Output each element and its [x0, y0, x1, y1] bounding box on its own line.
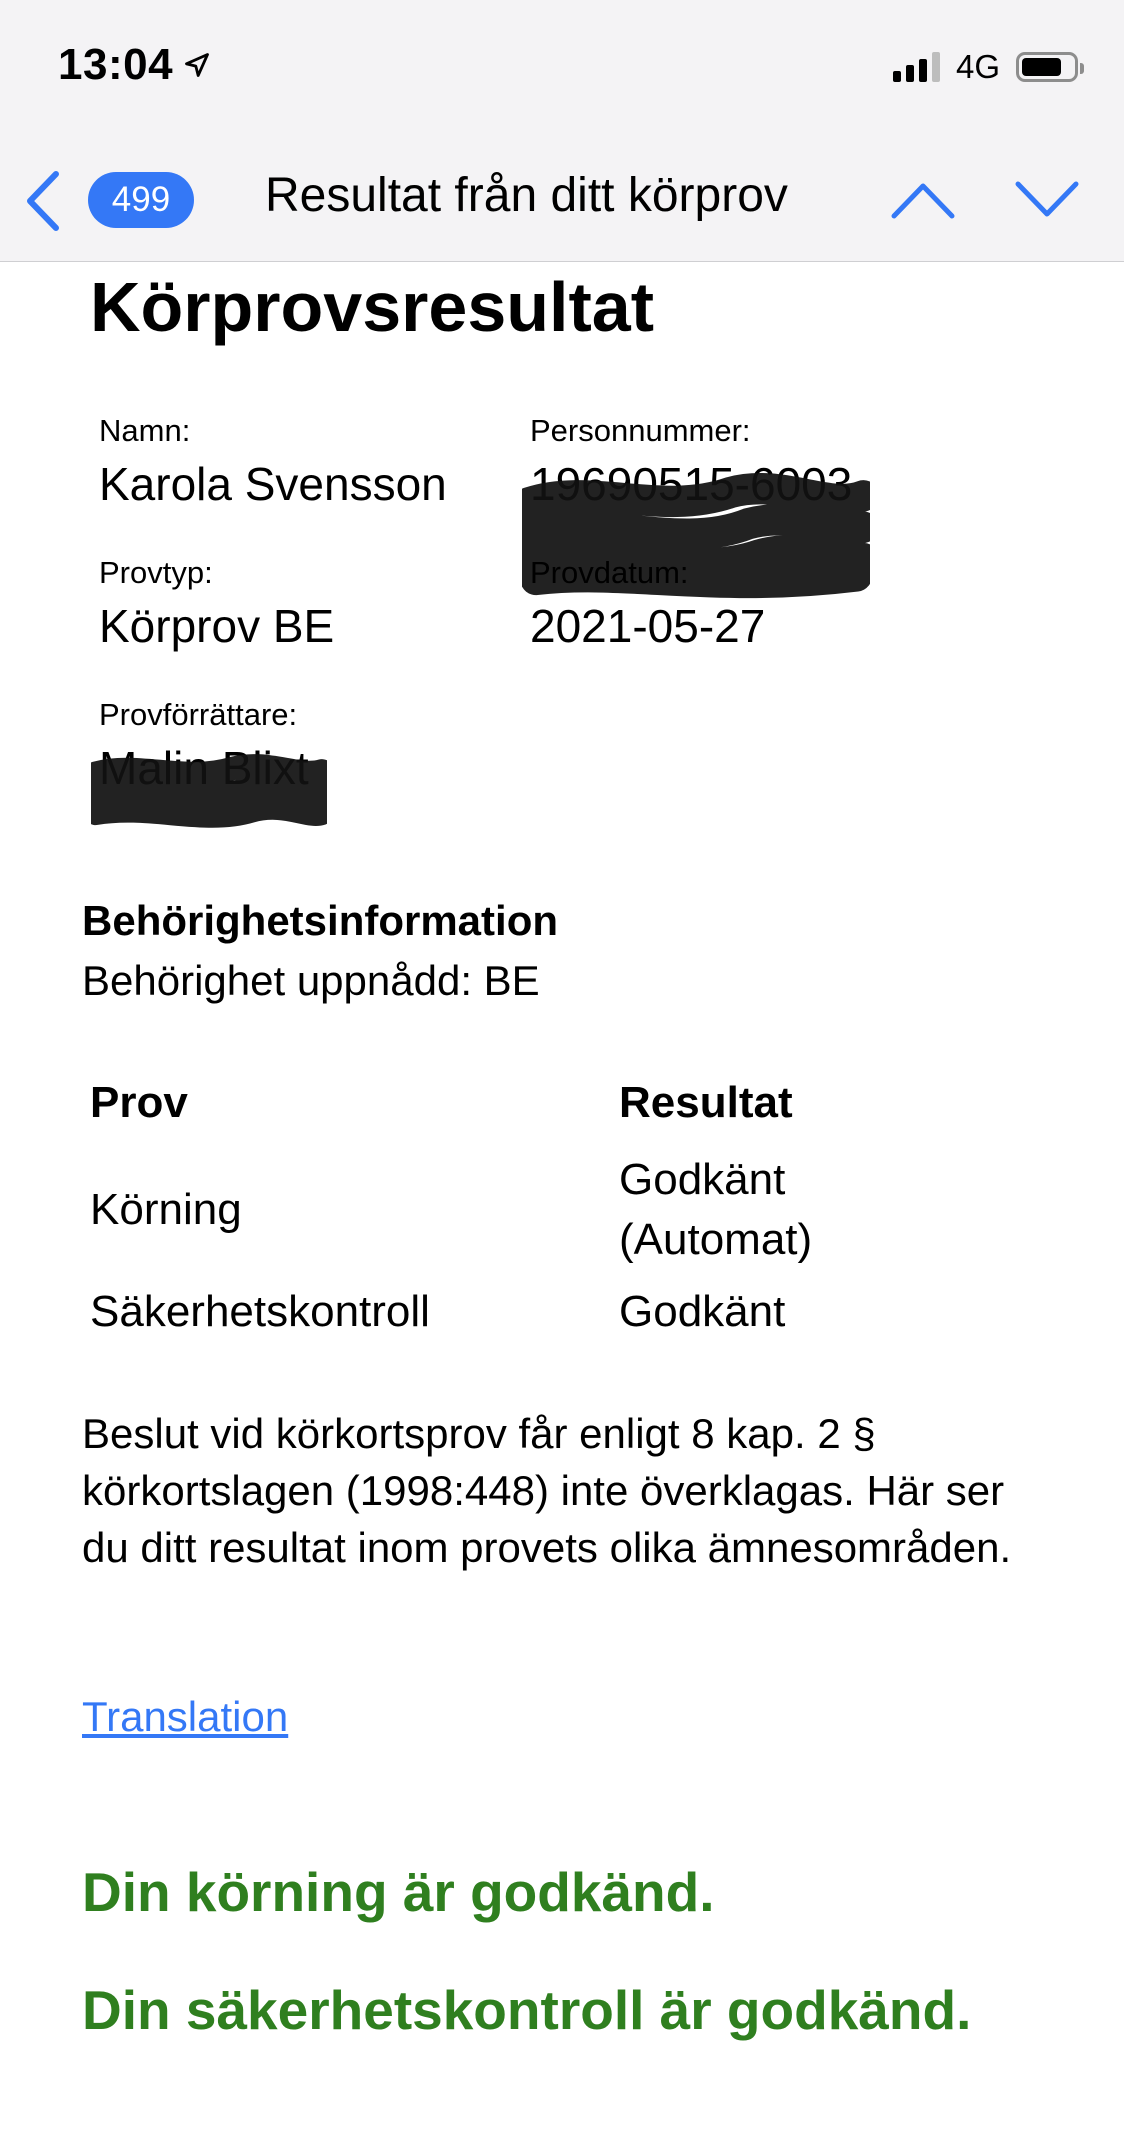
table-header-prov: Prov — [90, 1078, 188, 1127]
test-date-field — [530, 555, 765, 653]
network-type: 4G — [955, 48, 1000, 85]
info-paragraph: Beslut vid körkortsprov får enligt 8 kap. 2 § körkortslagen (1998:448) inte överklagas. Här ser du ditt resultat inom provets olika ämnesområden. — [82, 1410, 1012, 1571]
test-type-label: Provtyp: — [99, 555, 213, 590]
chevron-up-icon[interactable] — [888, 170, 958, 230]
name-label: Namn: — [99, 413, 191, 448]
page-title: Körprovsresultat — [90, 268, 655, 346]
examiner-value-redacted — [99, 741, 309, 795]
authorization-line: Behörighet uppnådd: BE — [82, 957, 540, 1004]
row-test-korning: Körning — [90, 1185, 242, 1234]
email-subject: Resultat från ditt körprov — [265, 169, 788, 222]
examiner-field — [99, 697, 309, 795]
personnummer-field — [530, 413, 852, 511]
personnummer-value: 19690515-6003 — [530, 458, 853, 510]
test-type-field — [99, 555, 334, 653]
chevron-left-icon[interactable] — [20, 166, 70, 236]
name-value: Karola Svensson — [99, 458, 447, 510]
row-result-korning — [619, 1150, 812, 1270]
examiner-label: Provförrättare: — [99, 697, 298, 732]
cellular-signal-icon — [893, 52, 940, 82]
translation-link[interactable]: Translation — [82, 1693, 289, 1740]
status-bar — [0, 0, 1124, 140]
authorization-heading: Behörighetsinformation — [82, 897, 559, 944]
row-result-sakerhetskontroll: Godkänt — [619, 1287, 786, 1336]
examiner-value: Malin Blixt — [99, 742, 309, 794]
driving-result-message: Din körning är godkänd. — [82, 1861, 715, 1923]
personnummer-label: Personnummer: — [530, 413, 751, 448]
status-indicators — [893, 48, 1078, 86]
personnummer-value-redacted — [530, 457, 852, 511]
safety-check-result-message: Din säkerhetskontroll är godkänd. — [82, 1979, 972, 2041]
name-field — [99, 413, 447, 511]
chevron-down-icon[interactable] — [1012, 170, 1082, 230]
battery-icon — [1016, 52, 1078, 82]
location-arrow-icon — [183, 51, 211, 79]
test-type-value: Körprov BE — [99, 600, 335, 652]
test-date-label: Provdatum: — [530, 555, 689, 590]
clock-text: 13:04 — [58, 40, 174, 89]
status-time — [58, 40, 211, 90]
row-test-sakerhetskontroll: Säkerhetskontroll — [90, 1287, 430, 1336]
result-line-1: Godkänt — [619, 1155, 786, 1204]
table-header-resultat: Resultat — [619, 1078, 793, 1127]
unread-count-badge[interactable]: 499 — [88, 172, 194, 228]
result-line-2: (Automat) — [619, 1215, 813, 1264]
mail-nav-bar — [0, 140, 1124, 262]
test-date-value: 2021-05-27 — [530, 600, 766, 652]
